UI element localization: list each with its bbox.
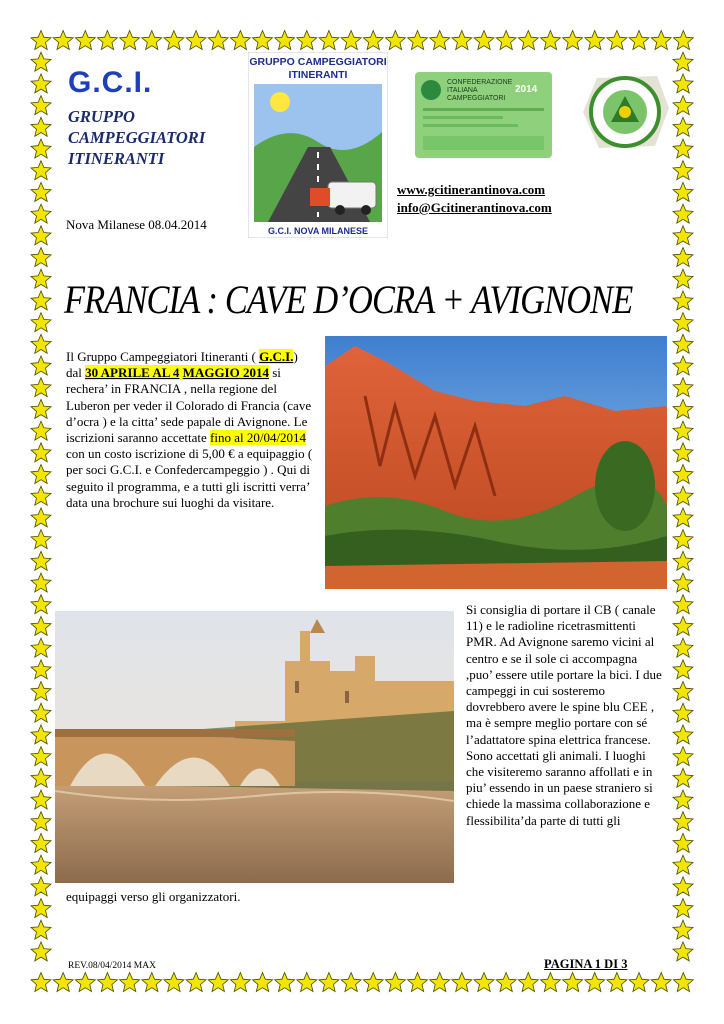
border-star [673,920,693,939]
border-star [31,334,51,353]
gci-bold: G.C.I. [259,349,294,364]
border-star [673,703,693,722]
card-title-2: ITALIANA [447,87,478,94]
border-star [31,291,51,310]
border-star [673,573,693,592]
group-logo-bottom: G.C.I. NOVA MILANESE [267,226,369,236]
border-star [230,973,250,992]
border-star [230,31,250,50]
border-star [253,31,273,50]
border-star [363,31,383,50]
border-star [31,877,51,896]
border-star [673,399,693,418]
intro-paragraph [66,349,314,511]
place-date: Nova Milanese 08.04.2014 [66,217,207,232]
border-star [31,768,51,787]
confederation-card [415,72,552,158]
border-star [673,530,693,549]
border-star [673,96,693,115]
intro-text-2: si rechera’ in FRANCIA , nella regione del Luberon per veder il Colorado di Francia (cave d’ocra ) e la citta’ sede papale di Avignone. Le iscrizioni saranno accettate [66,365,312,446]
border-star [673,942,693,961]
border-star [31,855,51,874]
avignon-bridge-photo [55,611,454,883]
border-star [98,31,118,50]
border-star [430,31,450,50]
border-star [673,248,693,267]
border-star [275,973,295,992]
border-star [673,31,693,50]
bottom-text-line: equipaggi verso gli organizzatori. [66,889,241,904]
border-star [31,920,51,939]
border-star [452,973,472,992]
border-star [31,660,51,679]
border-star [673,790,693,809]
border-star [541,973,561,992]
border-star [31,74,51,93]
border-star [31,942,51,961]
border-star [496,973,516,992]
border-star [164,973,184,992]
border-star [253,973,273,992]
border-star [518,31,538,50]
border-star [31,226,51,245]
border-star [31,703,51,722]
border-star [607,31,627,50]
border-star [31,421,51,440]
border-star [53,31,73,50]
border-star [142,973,162,992]
border-star [31,204,51,223]
circular-badge-logo [577,68,674,153]
border-star [673,768,693,787]
page-number: PAGINA 1 DI 3 [544,957,628,971]
border-star [673,812,693,831]
intro-text-1: Il Gruppo Campeggiatori Itineranti ( [66,349,256,364]
border-star [541,31,561,50]
border-star [31,899,51,918]
border-star [673,638,693,657]
border-star [31,465,51,484]
border-star [430,973,450,992]
border-star [31,161,51,180]
border-star [31,399,51,418]
group-name-line-3: ITINERANTI [68,149,165,168]
border-star [31,269,51,288]
border-star [629,31,649,50]
border-star [31,725,51,744]
border-star [474,31,494,50]
border-star [319,31,339,50]
border-star [31,96,51,115]
border-star [673,204,693,223]
border-star [673,660,693,679]
email-link[interactable]: info@Gcitinerantinova.com [397,200,552,215]
border-star [518,973,538,992]
border-star [673,334,693,353]
border-star [673,443,693,462]
border-star [563,973,583,992]
border-star [31,443,51,462]
border-star [673,833,693,852]
border-star [585,31,605,50]
border-star [673,508,693,527]
card-title-1: CONFEDERAZIONE [447,79,513,86]
border-star [673,139,693,158]
border-star [585,973,605,992]
border-star [341,973,361,992]
gci-title: G.C.I. [68,66,153,99]
card-title-3: CAMPEGGIATORI [447,95,506,102]
border-star [629,973,649,992]
intro-dal: ) dal [66,349,298,381]
group-name-line-2: CAMPEGGIATORI [68,128,206,147]
border-star [673,682,693,701]
border-star [31,812,51,831]
border-star [31,182,51,201]
date-range-a: 30 APRILE AL 4 [85,365,180,381]
border-star [31,486,51,505]
border-star [31,313,51,332]
border-star [31,530,51,549]
group-logo [248,52,388,238]
border-star [31,356,51,375]
border-star [673,52,693,71]
date-range-highlight [85,365,269,380]
border-star [31,378,51,397]
border-star [673,356,693,375]
border-star [53,973,73,992]
border-star [673,725,693,744]
border-star [673,973,693,992]
border-star [31,551,51,570]
border-star [142,31,162,50]
border-star [120,973,140,992]
border-star [607,973,627,992]
border-star [385,31,405,50]
border-star [297,973,317,992]
border-star [208,973,228,992]
border-star [496,31,516,50]
border-star [31,595,51,614]
border-star [31,747,51,766]
border-star [673,161,693,180]
border-star [275,31,295,50]
border-star [673,747,693,766]
border-star [31,682,51,701]
border-star [120,31,140,50]
border-star [651,973,671,992]
border-star [385,973,405,992]
border-star [673,855,693,874]
group-name-line-1: GRUPPO [68,107,135,126]
border-star [408,973,428,992]
border-star [31,508,51,527]
border-star [75,973,95,992]
group-logo-top: GRUPPO CAMPEGGIATORI [249,56,387,68]
border-star [651,31,671,50]
border-star [673,486,693,505]
border-star [673,117,693,136]
border-star [75,31,95,50]
border-star [31,790,51,809]
border-star [673,551,693,570]
group-logo-top2: ITINERANTI [288,69,348,81]
border-star [408,31,428,50]
border-star [673,182,693,201]
border-star [208,31,228,50]
border-star [673,378,693,397]
border-star [474,973,494,992]
intro-text-3: con un costo iscrizione di 5,00 € a equipaggio ( per soci G.C.I. e Confedercampeggio ) . Qui di seguito il programma, e a tutti gli iscritti verra’ data una brochure sui luoghi da visitare. [66,446,313,510]
border-star [31,638,51,657]
border-star [673,421,693,440]
border-star [673,877,693,896]
date-range-b: MAGGIO 2014 [182,365,269,381]
border-star [186,31,206,50]
border-star [673,269,693,288]
border-star [31,139,51,158]
revision-note: REV.08/04/2014 MAX [68,961,156,971]
right-column-text: Si consiglia di portare il CB ( canale 11) e le radioline ricetrasmittenti PMR. Ad Avignone saremo vicini al centro e se il sole ci accompagna ,puo’ essere utile portare la bici. I due campeggi in cui sosteremo dovrebbero avere le spine blu CEE , ma è sempre meglio portare con sé l’adattatore spina elettrica francese. Sono accettati gli animali. I luoghi che visiteremo saranno affollati e in piu’ essendo in un paese straniero si chiede la massima collaborazione e flessibilita’da parte di tutti gli [466,602,662,828]
border-star [31,117,51,136]
border-star [31,573,51,592]
border-star [673,291,693,310]
border-star [673,313,693,332]
border-star [319,973,339,992]
page-title: FRANCIA : CAVE D’OCRA + AVIGNONE [64,277,633,322]
border-star [673,595,693,614]
border-star [31,616,51,635]
gci-highlight [259,349,293,364]
border-star [31,833,51,852]
border-star [673,226,693,245]
deadline-highlight: fino al 20/04/2014 [210,430,307,446]
border-star [563,31,583,50]
border-star [164,31,184,50]
border-star [297,31,317,50]
border-star [31,973,51,992]
border-star [673,74,693,93]
border-star [452,31,472,50]
website-link[interactable]: www.gcitinerantinova.com [397,182,546,197]
card-year: 2014 [515,84,538,95]
border-star [31,52,51,71]
contact-links [397,181,552,217]
border-star [186,973,206,992]
border-star [98,973,118,992]
border-star [31,248,51,267]
border-star [363,973,383,992]
border-star [31,31,51,50]
border-star [673,616,693,635]
border-star [673,899,693,918]
border-star [341,31,361,50]
group-name [68,106,205,169]
border-star [673,465,693,484]
ochre-cliffs-photo [325,336,667,589]
